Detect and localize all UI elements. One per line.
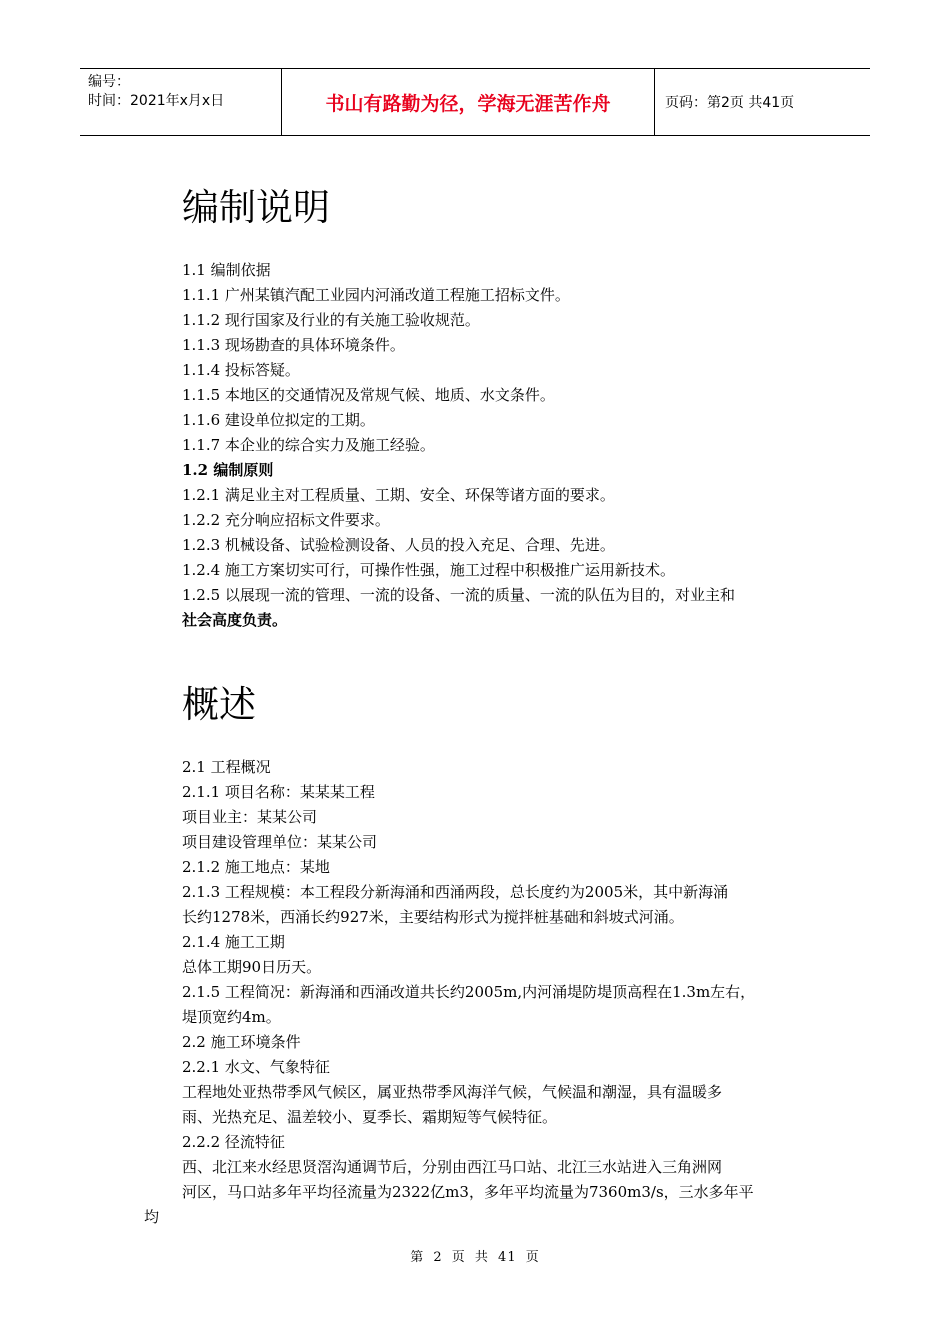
paragraph-line: 1.2.5 以展现一流的管理、一流的设备、一流的质量、一流的队伍为目的，对业主和 xyxy=(182,586,735,604)
paragraph-line: 西、北江来水经思贤滘沟通调节后，分别由西江马口站、北江三水站进入三角洲网 xyxy=(182,1158,723,1176)
header-motto: 书山有路勤为径，学海无涯苦作舟 xyxy=(282,69,655,135)
document-number-label: 编号： xyxy=(88,74,130,90)
paragraph-line: 1.1.1 广州某镇汽配工业园内河涌改道工程施工招标文件。 xyxy=(182,286,570,304)
header-meta xyxy=(80,69,282,135)
paragraph-line: 1.1.3 现场勘查的具体环境条件。 xyxy=(182,336,405,354)
document-body xyxy=(144,184,802,1230)
paragraph-line: 1.1.6 建设单位拟定的工期。 xyxy=(182,411,375,429)
subheading-principles: 1.2 编制原则 xyxy=(182,461,274,479)
page-footer: 第 2 页 共 41 页 xyxy=(410,1250,540,1265)
paragraph-line: 1.2.1 满足业主对工程质量、工期、安全、环保等诸方面的要求。 xyxy=(182,486,615,504)
paragraph-line: 2.2.2 径流特征 xyxy=(182,1133,285,1151)
paragraph-line: 河区，马口站多年平均径流量为2322亿m3，多年平均流量为7360m3/s，三水多年平 xyxy=(182,1183,754,1201)
paragraph-line: 工程地处亚热带季风气候区，属亚热带季风海洋气候，气候温和潮湿，具有温暖多 xyxy=(182,1083,723,1101)
paragraph-line: 1.1.4 投标答疑。 xyxy=(182,361,300,379)
paragraph-line: 2.1.4 施工工期 xyxy=(182,933,285,951)
section-title-overview: 概述 xyxy=(182,683,256,726)
paragraph-line: 社会高度负责。 xyxy=(182,611,288,629)
paragraph-line: 2.1.5 工程简况：新海涌和西涌改道共长约2005m,内河涌堤防堤顶高程在1.3m左右， xyxy=(182,983,756,1001)
section-compilation xyxy=(182,258,802,633)
paragraph-line: 项目建设管理单位：某某公司 xyxy=(182,833,378,851)
page-header xyxy=(80,68,870,136)
paragraph-line: 1.2.3 机械设备、试验检测设备、人员的投入充足、合理、先进。 xyxy=(182,536,615,554)
paragraph-line: 2.2.1 水文、气象特征 xyxy=(182,1058,330,1076)
paragraph-line: 堤顶宽约4m。 xyxy=(182,1008,281,1026)
paragraph-line: 1.2.2 充分响应招标文件要求。 xyxy=(182,511,390,529)
paragraph-line: 均 xyxy=(144,1208,160,1226)
document-date: 时间：2021年x月x日 xyxy=(88,93,225,109)
paragraph-line: 总体工期90日历天。 xyxy=(182,958,322,976)
paragraph-line: 2.2 施工环境条件 xyxy=(182,1033,301,1051)
section-overview xyxy=(144,755,802,1230)
paragraph-line: 长约1278米，西涌长约927米，主要结构形式为搅拌桩基础和斜坡式河涌。 xyxy=(182,908,684,926)
paragraph-line: 1.1.7 本企业的综合实力及施工经验。 xyxy=(182,436,435,454)
paragraph-line: 1.1 编制依据 xyxy=(182,261,271,279)
paragraph-line: 1.1.5 本地区的交通情况及常规气候、地质、水文条件。 xyxy=(182,386,555,404)
section-title-compilation: 编制说明 xyxy=(182,186,330,229)
paragraph-line: 1.2.4 施工方案切实可行，可操作性强，施工过程中积极推广运用新技术。 xyxy=(182,561,675,579)
paragraph-line: 2.1.2 施工地点：某地 xyxy=(182,858,330,876)
paragraph-line: 2.1 工程概况 xyxy=(182,758,271,776)
header-page-info: 页码：第2页 共41页 xyxy=(665,95,795,111)
paragraph-line: 2.1.3 工程规模：本工程段分新海涌和西涌两段，总长度约为2005米，其中新海涌 xyxy=(182,883,729,901)
paragraph-line: 1.1.2 现行国家及行业的有关施工验收规范。 xyxy=(182,311,480,329)
paragraph-line: 项目业主：某某公司 xyxy=(182,808,318,826)
paragraph-line: 雨、光热充足、温差较小、夏季长、霜期短等气候特征。 xyxy=(182,1108,558,1126)
paragraph-line: 2.1.1 项目名称：某某某工程 xyxy=(182,783,375,801)
